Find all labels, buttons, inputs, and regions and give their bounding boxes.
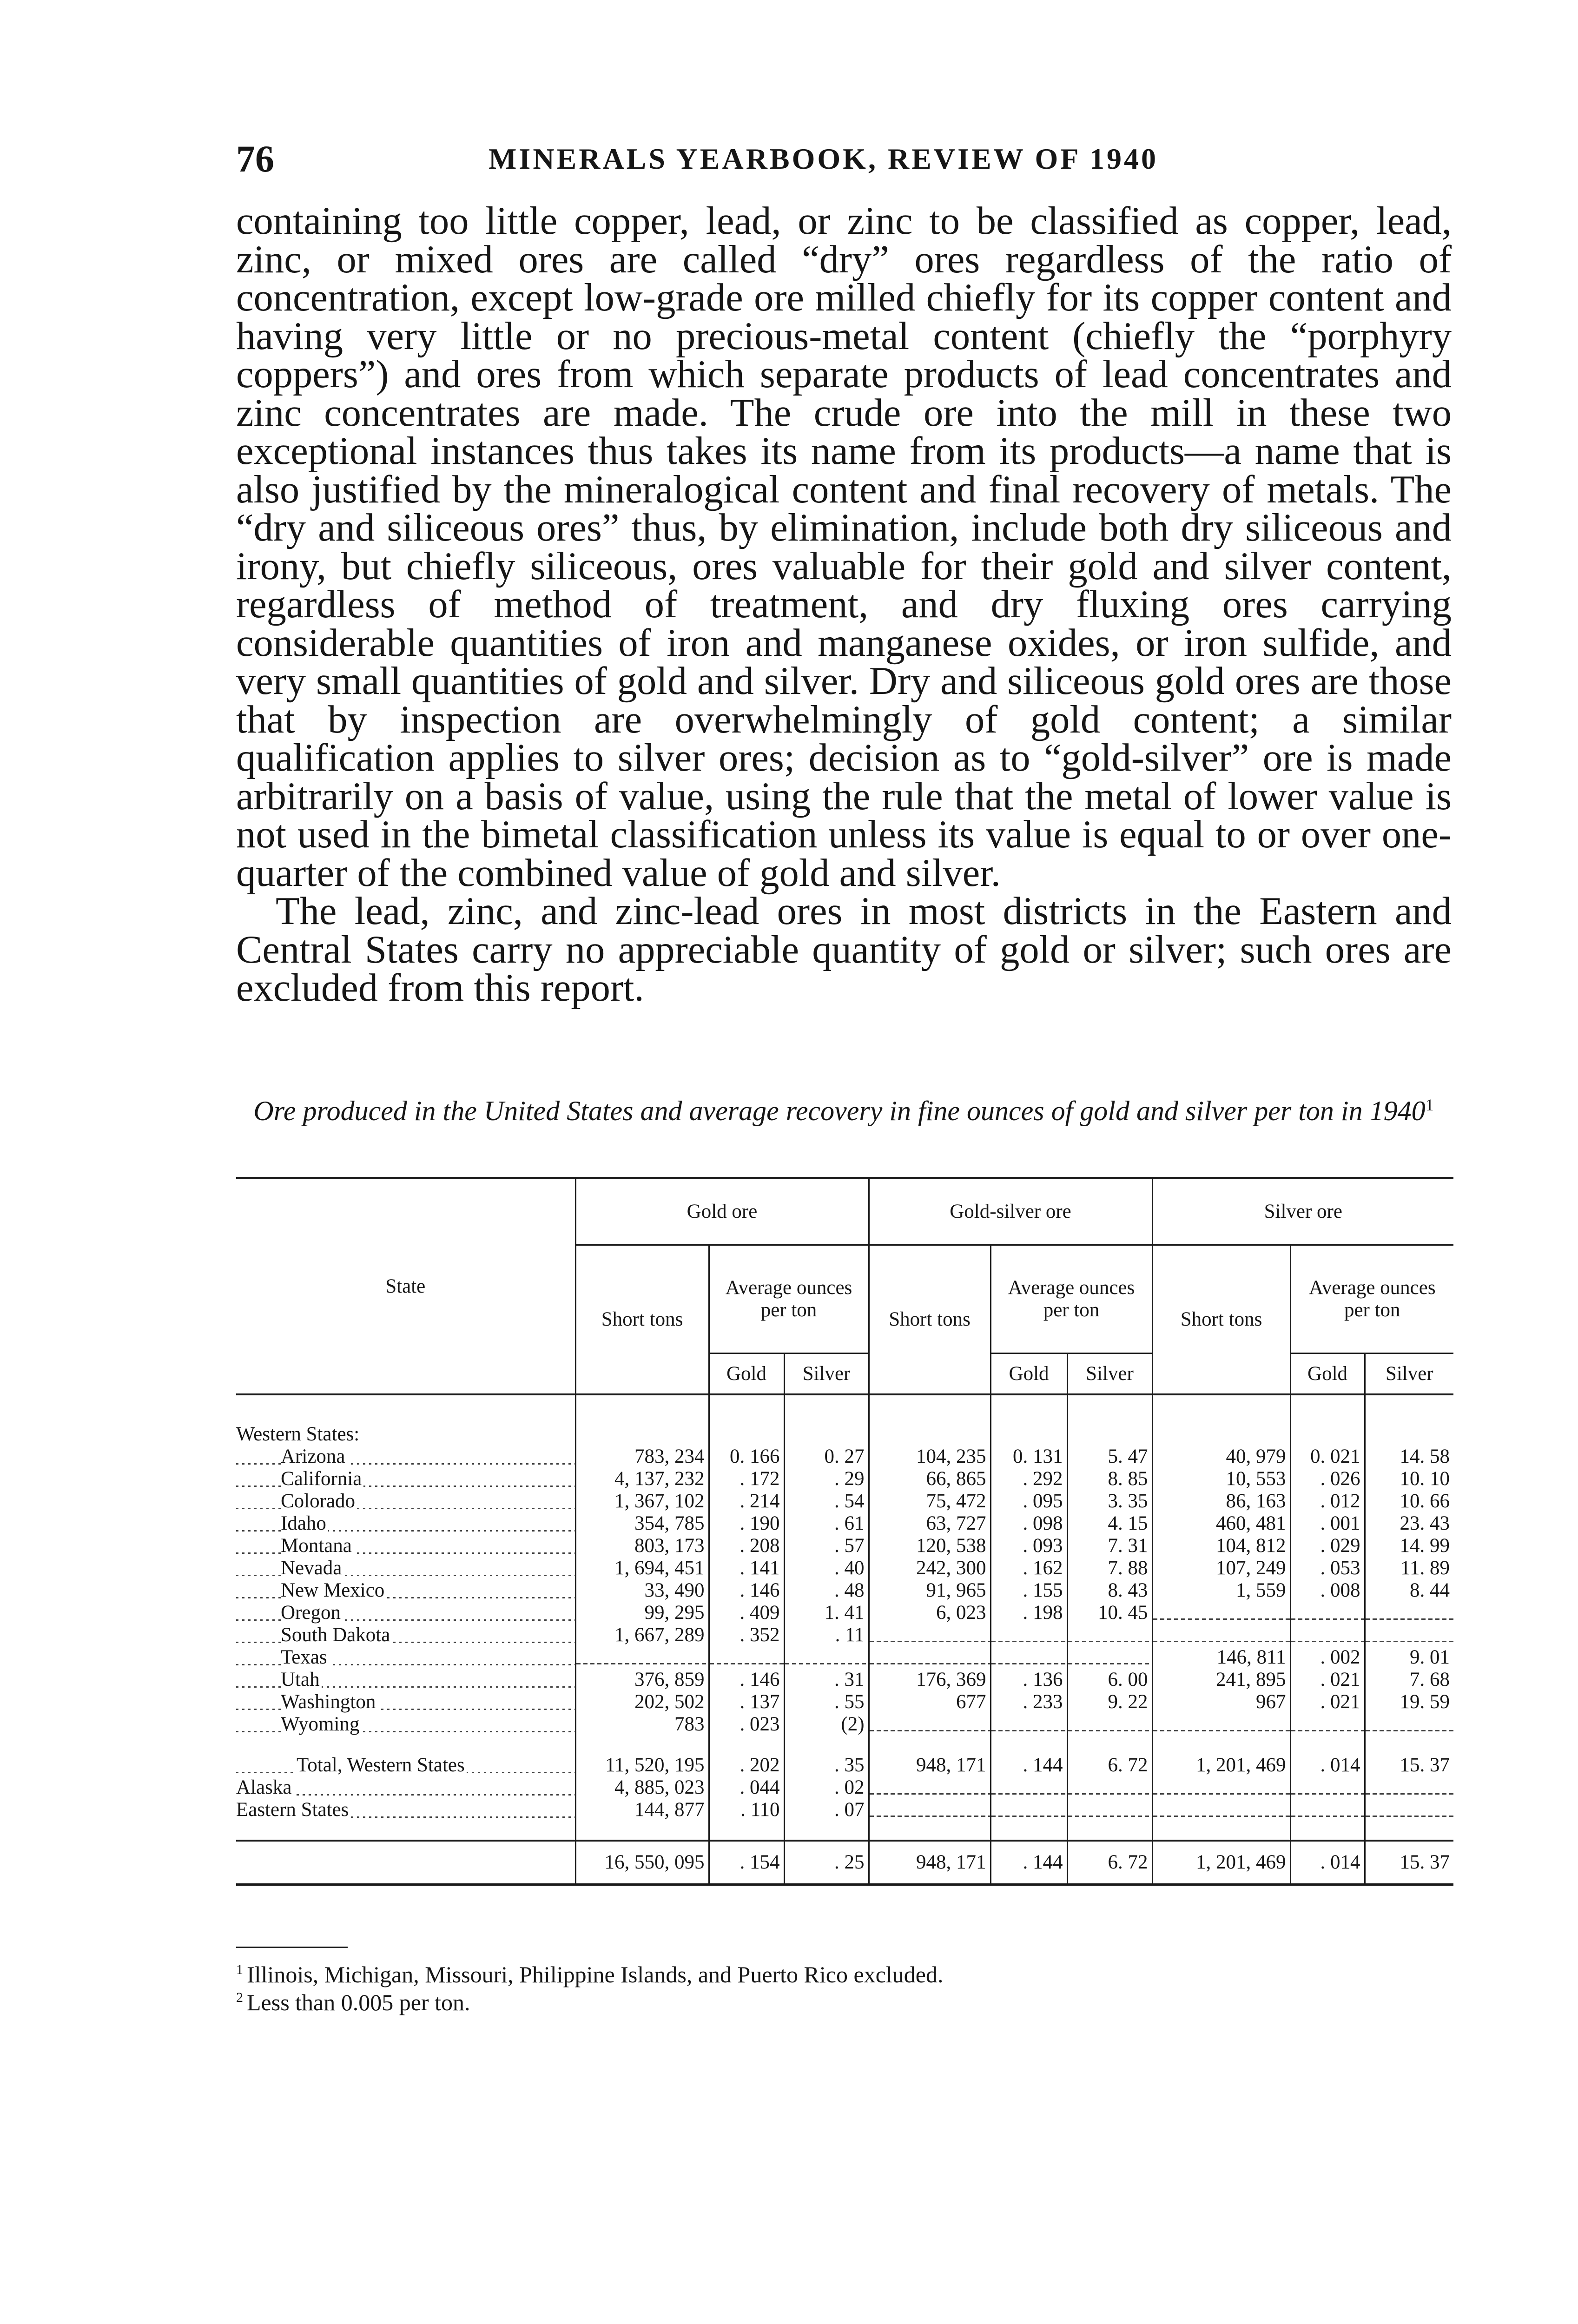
silver-ore-silver-cell: 15. 37 [1365,1841,1453,1885]
gold-silver-short-tons-cell [869,1799,990,1821]
silver-ore-silver-cell: 23. 43 [1365,1512,1453,1535]
gold-silver-gold-cell [990,1713,1067,1736]
state-column-header: State [236,1178,575,1395]
gold-ore-short-tons-cell: 783, 234 [575,1446,709,1468]
running-head [236,136,1452,182]
gold-ore-silver-cell: . 48 [784,1579,869,1602]
state-name: California [281,1468,363,1490]
silver-ore-silver-cell: 8. 44 [1365,1579,1453,1602]
gold-ore-short-tons-cell: 4, 885, 023 [575,1776,709,1799]
gold-ore-short-tons-cell: 1, 367, 102 [575,1490,709,1512]
table-row [236,1535,1453,1557]
gold-ore-gold-cell: . 352 [709,1624,784,1646]
silver-ore-silver-cell: 14. 58 [1365,1446,1453,1468]
gold-silver-gold-cell [990,1624,1067,1646]
gold-ore-gold-cell: . 202 [709,1754,784,1776]
gold-ore-short-tons-cell: 4, 137, 232 [575,1468,709,1490]
gold-ore-short-tons-cell: 33, 490 [575,1579,709,1602]
state-name: Montana [281,1535,354,1557]
gold-silver-short-tons-cell: 242, 300 [869,1557,990,1579]
gold-silver-short-tons-cell: 677 [869,1691,990,1713]
gold-ore-gold-cell: . 137 [709,1691,784,1713]
section-label: Western States: [236,1423,360,1445]
gold-silver-gold-cell [990,1646,1067,1669]
state-name: South Dakota [281,1624,392,1646]
gold-ore-silver-cell: (2) [784,1713,869,1736]
gold-silver-gold-cell: . 144 [990,1754,1067,1776]
table-row [236,1691,1453,1713]
gold-ore-header: Gold ore [575,1178,869,1245]
gold-silver-silver-cell [1067,1646,1152,1669]
footnote-1-text: Illinois, Michigan, Missouri, Philippine Islands, and Puerto Rico excluded. [247,1961,944,1987]
gold-ore-silver-cell: . 40 [784,1557,869,1579]
table-row [236,1557,1453,1579]
silver-ore-gold-cell: . 012 [1290,1490,1365,1512]
silver-ore-short-tons-cell: 86, 163 [1152,1490,1290,1512]
gold-silver-short-tons-cell [869,1713,990,1736]
gold-ore-short-tons-cell: 11, 520, 195 [575,1754,709,1776]
state-name: Arizona [281,1446,347,1467]
table-row [236,1446,1453,1468]
state-cell [236,1490,575,1512]
gold-ore-gold-cell: . 146 [709,1579,784,1602]
gold-silver-silver-cell: 8. 43 [1067,1579,1152,1602]
silver-ore-silver-cell [1365,1713,1453,1736]
gold-ore-silver-cell: . 29 [784,1468,869,1490]
journal-title: MINERALS YEARBOOK, REVIEW OF 1940 [489,142,1158,175]
gold-silver-short-tons-cell [869,1776,990,1799]
gold-silver-silver-cell: 6. 00 [1067,1669,1152,1691]
gold-ore-short-tons-cell: 144, 877 [575,1799,709,1821]
state-name: Total, Western States [297,1754,467,1776]
gold-silver-short-tons-header: Short tons [869,1245,990,1395]
silver-ore-short-tons-cell: 10, 553 [1152,1468,1290,1490]
gold-silver-short-tons-cell: 63, 727 [869,1512,990,1535]
silver-ore-short-tons-cell: 460, 481 [1152,1512,1290,1535]
silver-ore-gold-cell [1290,1776,1365,1799]
gold-ore-gold-cell: . 409 [709,1602,784,1624]
gold-ore-silver-cell: . 25 [784,1841,869,1885]
footnotes [236,1947,1166,2014]
silver-ore-short-tons-cell [1152,1602,1290,1624]
total-row [236,1776,1453,1799]
silver-ore-gold-cell [1290,1624,1365,1646]
gold-ore-silver-cell: . 02 [784,1776,869,1799]
footnote-2-text: Less than 0.005 per ton. [247,1989,470,2015]
state-cell [236,1579,575,1602]
silver-ore-gold-cell: . 002 [1290,1646,1365,1669]
silver-ore-short-tons-cell: 1, 559 [1152,1579,1290,1602]
silver-ore-gold-cell [1290,1713,1365,1736]
silver-ore-silver-cell: 10. 66 [1365,1490,1453,1512]
gold-ore-short-tons-cell: 202, 502 [575,1691,709,1713]
paragraph-1: containing too little copper, lead, or zinc to be classified as copper, lead, zinc, or mixed ores are called “dry” ores regardless of the ratio of concentration, except low-grade ore milled chiefly for its copper content and having very little or no precious-metal content (chiefly the “porphyry coppers”) and ores from which separate products of lead concentrates and zinc concentrates are made. The crude ore into the mill in these two exceptional instances thus takes its name from its products—a name that is also justified by the mineralogical content and final recovery of metals. The “dry and siliceous ores” thus, by elimination, include both dry siliceous and irony, but chiefly siliceous, ores valuable for their gold and silver content, regardless of method of treatment, and dry fluxing ores carrying considerable quantities of iron and manganese oxides, or iron sulfide, and very small quantities of gold and silver. Dry and siliceous gold ores are those that by inspection are overwhelmingly of gold content; a similar qualification applies to silver ores; decision as to “gold-silver” ore is made arbitrarily on a basis of value, using the rule that the metal of lower value is not used in the bimetal classification unless its value is equal to or over one-quarter of the combined value of gold and silver. [236,199,1452,895]
silver-ore-short-tons-cell [1152,1624,1290,1646]
gold-silver-short-tons-cell: 66, 865 [869,1468,990,1490]
silver-ore-gold-cell: . 026 [1290,1468,1365,1490]
gold-silver-silver-cell: 8. 85 [1067,1468,1152,1490]
gold-silver-short-tons-cell: 6, 023 [869,1602,990,1624]
state-name: Alaska [236,1776,293,1798]
silver-ore-gold-cell: . 001 [1290,1512,1365,1535]
gold-silver-silver-cell: 3. 35 [1067,1490,1152,1512]
gold-silver-gold-cell: . 095 [990,1490,1067,1512]
silver-ore-gold-cell: 0. 021 [1290,1446,1365,1468]
state-cell [236,1602,575,1624]
body-text [236,199,1452,1010]
gold-ore-silver-cell: . 07 [784,1799,869,1821]
gold-ore-gold-cell: . 044 [709,1776,784,1799]
gold-ore-short-tons-cell: 354, 785 [575,1512,709,1535]
state-cell [236,1624,575,1646]
gold-ore-silver-cell: . 31 [784,1669,869,1691]
gold-silver-silver-cell: 6. 72 [1067,1754,1152,1776]
gold-silver-gold-cell: . 198 [990,1602,1067,1624]
gold-ore-gold-cell: 0. 166 [709,1446,784,1468]
gold-ore-short-tons-cell [575,1646,709,1669]
gold-ore-gold-cell: . 154 [709,1841,784,1885]
silver-ore-gold-cell: . 021 [1290,1669,1365,1691]
silver-ore-gold-cell: . 014 [1290,1754,1365,1776]
silver-ore-header: Silver ore [1152,1178,1453,1245]
gold-silver-short-tons-cell: 948, 171 [869,1754,990,1776]
gold-silver-short-tons-cell: 176, 369 [869,1669,990,1691]
state-name: Idaho [281,1512,328,1534]
silver-ore-short-tons-cell: 241, 895 [1152,1669,1290,1691]
gold-silver-silver-cell: 7. 88 [1067,1557,1152,1579]
gold-silver-gold-cell: . 292 [990,1468,1067,1490]
table-body [236,1394,1453,1885]
gold-silver-average-header: Average ounces per ton [990,1245,1152,1353]
gold-silver-silver-cell [1067,1799,1152,1821]
silver-ore-gold-cell: . 021 [1290,1691,1365,1713]
gold-silver-gold-cell: . 144 [990,1841,1067,1885]
silver-ore-gold-cell [1290,1799,1365,1821]
gold-silver-gold-cell [990,1776,1067,1799]
gold-silver-gold-cell [990,1799,1067,1821]
silver-ore-short-tons-cell: 40, 979 [1152,1446,1290,1468]
gold-silver-gold-cell: . 233 [990,1691,1067,1713]
paragraph-2: The lead, zinc, and zinc-lead ores in most districts in the Eastern and Central States carry no appreciable quantity of gold or silver; such ores are excluded from this report. [236,890,1452,1010]
silver-ore-gold-cell: . 029 [1290,1535,1365,1557]
gold-ore-gold-cell: . 110 [709,1799,784,1821]
gold-silver-short-tons-cell: 948, 171 [869,1841,990,1885]
gold-silver-gold-cell: . 098 [990,1512,1067,1535]
gold-ore-silver-cell: . 35 [784,1754,869,1776]
gold-silver-silver-cell: 9. 22 [1067,1691,1152,1713]
silver-ore-short-tons-cell: 1, 201, 469 [1152,1841,1290,1885]
footnote-1-mark: 1 [236,1962,243,1977]
gold-silver-silver-cell: 7. 31 [1067,1535,1152,1557]
gold-silver-short-tons-cell [869,1624,990,1646]
silver-ore-silver-cell: 15. 37 [1365,1754,1453,1776]
state-cell [236,1691,575,1713]
table-row [236,1646,1453,1669]
silver-ore-silver-cell: 19. 59 [1365,1691,1453,1713]
gold-ore-short-tons-cell: 783 [575,1713,709,1736]
gold-silver-short-tons-cell: 120, 538 [869,1535,990,1557]
gold-ore-short-tons-cell: 99, 295 [575,1602,709,1624]
gold-ore-silver-cell: . 54 [784,1490,869,1512]
silver-ore-silver-cell: 7. 68 [1365,1669,1453,1691]
gold-silver-gold-cell: 0. 131 [990,1446,1067,1468]
state-name: Texas [281,1646,329,1668]
total-row [236,1799,1453,1821]
gold-ore-short-tons-cell: 1, 667, 289 [575,1624,709,1646]
state-name: Wyoming [281,1713,361,1735]
ore-production-table [236,1177,1453,1886]
table-caption [232,1091,1455,1124]
state-name: New Mexico [281,1579,386,1601]
gold-ore-gold-cell [709,1646,784,1669]
gold-ore-gold-header: Gold [709,1353,784,1395]
grand-total-row [236,1841,1453,1885]
gold-ore-silver-cell: . 61 [784,1512,869,1535]
silver-ore-silver-cell [1365,1602,1453,1624]
state-name: Nevada [281,1557,343,1579]
silver-ore-silver-cell: 10. 10 [1365,1468,1453,1490]
gold-ore-short-tons-header: Short tons [575,1245,709,1395]
gold-ore-gold-cell: . 023 [709,1713,784,1736]
gold-ore-silver-cell: . 57 [784,1535,869,1557]
footnote-2-mark: 2 [236,1990,243,2005]
gold-ore-silver-cell: . 11 [784,1624,869,1646]
state-cell [236,1754,575,1776]
gold-ore-short-tons-cell: 1, 694, 451 [575,1557,709,1579]
gold-ore-gold-cell: . 141 [709,1557,784,1579]
silver-ore-short-tons-cell: 104, 812 [1152,1535,1290,1557]
gold-silver-short-tons-cell: 104, 235 [869,1446,990,1468]
state-cell [236,1799,575,1821]
gold-silver-silver-cell [1067,1624,1152,1646]
gold-silver-gold-cell: . 155 [990,1579,1067,1602]
state-cell [236,1841,575,1885]
silver-ore-silver-cell: 14. 99 [1365,1535,1453,1557]
gold-silver-short-tons-cell: 75, 472 [869,1490,990,1512]
state-cell [236,1713,575,1736]
silver-ore-short-tons-header: Short tons [1152,1245,1290,1395]
gold-silver-short-tons-cell: 91, 965 [869,1579,990,1602]
gold-ore-gold-cell: . 208 [709,1535,784,1557]
gold-ore-silver-cell: . 55 [784,1691,869,1713]
state-cell [236,1535,575,1557]
footnote-1 [236,1958,1166,1986]
gold-ore-gold-cell: . 146 [709,1669,784,1691]
gold-silver-silver-cell [1067,1776,1152,1799]
gold-silver-silver-cell: 4. 15 [1067,1512,1152,1535]
table-row [236,1468,1453,1490]
silver-ore-short-tons-cell: 967 [1152,1691,1290,1713]
table-row [236,1602,1453,1624]
state-cell [236,1557,575,1579]
state-name: Colorado [281,1490,357,1512]
silver-ore-silver-cell [1365,1776,1453,1799]
gold-ore-silver-cell [784,1646,869,1669]
gold-ore-short-tons-cell: 16, 550, 095 [575,1841,709,1885]
state-cell [236,1776,575,1799]
silver-ore-silver-cell: 9. 01 [1365,1646,1453,1669]
state-cell [236,1646,575,1669]
page-number: 76 [236,138,274,180]
gold-silver-gold-cell: . 093 [990,1535,1067,1557]
footnote-rule [236,1947,348,1948]
gold-ore-average-header: Average ounces per ton [709,1245,869,1353]
state-name: Eastern States [236,1799,350,1821]
silver-ore-short-tons-cell: 107, 249 [1152,1557,1290,1579]
gold-ore-silver-cell: 0. 27 [784,1446,869,1468]
table-row [236,1713,1453,1736]
silver-ore-average-header: Average ounces per ton [1290,1245,1453,1353]
silver-ore-short-tons-cell [1152,1776,1290,1799]
silver-ore-gold-header: Gold [1290,1353,1365,1395]
silver-ore-short-tons-cell: 146, 811 [1152,1646,1290,1669]
state-name: Washington [281,1691,377,1713]
gold-silver-gold-cell: . 162 [990,1557,1067,1579]
silver-ore-short-tons-cell: 1, 201, 469 [1152,1754,1290,1776]
table-row [236,1669,1453,1691]
total-row [236,1754,1453,1776]
silver-ore-gold-cell: . 053 [1290,1557,1365,1579]
gold-silver-silver-cell [1067,1713,1152,1736]
silver-ore-gold-cell [1290,1602,1365,1624]
gold-ore-short-tons-cell: 803, 173 [575,1535,709,1557]
gold-ore-gold-cell: . 190 [709,1512,784,1535]
state-name: Oregon [281,1602,343,1624]
table-row [236,1512,1453,1535]
silver-ore-silver-cell: 11. 89 [1365,1557,1453,1579]
state-name: Utah [281,1669,322,1690]
silver-ore-silver-cell [1365,1799,1453,1821]
footnote-2 [236,1986,1166,2014]
gold-ore-short-tons-cell: 376, 859 [575,1669,709,1691]
state-cell [236,1446,575,1468]
gold-silver-ore-header: Gold-silver ore [869,1178,1152,1245]
silver-ore-silver-header: Silver [1365,1353,1453,1395]
gold-ore-gold-cell: . 172 [709,1468,784,1490]
gold-silver-gold-header: Gold [990,1353,1067,1395]
silver-ore-gold-cell: . 008 [1290,1579,1365,1602]
table-row [236,1490,1453,1512]
state-cell [236,1669,575,1691]
gold-silver-gold-cell: . 136 [990,1669,1067,1691]
silver-ore-silver-cell [1365,1624,1453,1646]
state-name [236,1851,238,1873]
gold-silver-silver-cell: 6. 72 [1067,1841,1152,1885]
table-row [236,1624,1453,1646]
table-row [236,1579,1453,1602]
silver-ore-short-tons-cell [1152,1713,1290,1736]
state-cell [236,1512,575,1535]
section-row [236,1423,1453,1446]
gold-ore-silver-cell: 1. 41 [784,1602,869,1624]
gold-silver-silver-header: Silver [1067,1353,1152,1395]
gold-silver-silver-cell: 5. 47 [1067,1446,1152,1468]
silver-ore-gold-cell: . 014 [1290,1841,1365,1885]
gold-ore-silver-header: Silver [784,1353,869,1395]
silver-ore-short-tons-cell [1152,1799,1290,1821]
gold-silver-short-tons-cell [869,1646,990,1669]
gold-silver-silver-cell: 10. 45 [1067,1602,1152,1624]
gold-ore-gold-cell: . 214 [709,1490,784,1512]
caption-footnote-mark: 1 [1425,1096,1434,1114]
table-caption-text: Ore produced in the United States and average recovery in fine ounces of gold and silver per ton in 1940 [253,1096,1426,1126]
state-cell [236,1468,575,1490]
